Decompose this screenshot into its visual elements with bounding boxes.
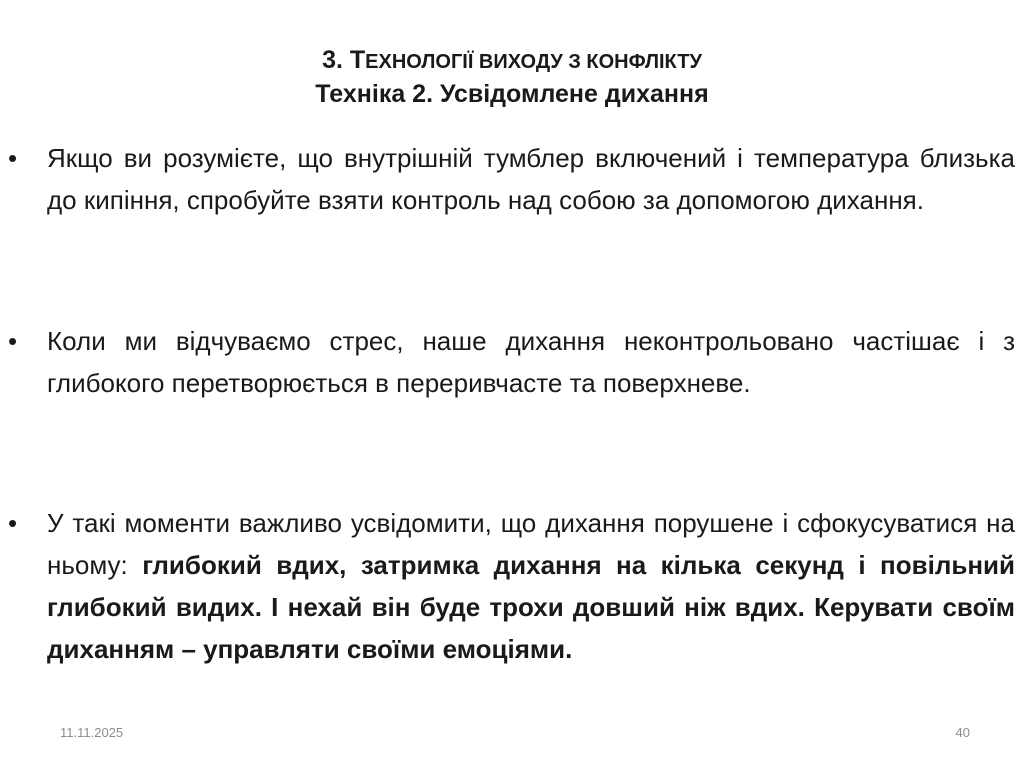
- bullet-text-bold: глибокий вдих, затримка дихання на кілька секунд і повільний глибокий видих. І нехай він буде трохи довший ніж вдих. Керувати своїм диханням – управляти своїми емоціями.: [47, 550, 1015, 664]
- title-prefix: 3. Т: [322, 46, 366, 74]
- footer-date: 11.11.2025: [60, 725, 124, 740]
- bullet-marker: •: [8, 326, 18, 356]
- subtitle: Техніка 2. Усвідомлене дихання: [315, 80, 709, 108]
- bullet-text: Якщо ви розумієте, що внутрішній тумблер включений і температура близька до кипіння, спробуйте взяти контроль над собою за допомогою дихання.: [47, 143, 1015, 215]
- bullet-text: Коли ми відчуваємо стрес, наше дихання неконтрольовано частішає і з глибокого перетворюється в переривчасте та поверхневе.: [47, 326, 1015, 398]
- page-number: 40: [955, 725, 970, 740]
- title-rest: ЕХНОЛОГІЇ ВИХОДУ З КОНФЛІКТУ: [365, 51, 702, 73]
- bullet-marker: •: [8, 143, 18, 173]
- bullet-text: [47, 502, 1015, 670]
- bullet-text-plain: У такі моменти важливо усвідомити, що дихання порушене і сфокусуватися на ньому:: [47, 508, 1015, 580]
- bullet-marker: •: [8, 508, 18, 538]
